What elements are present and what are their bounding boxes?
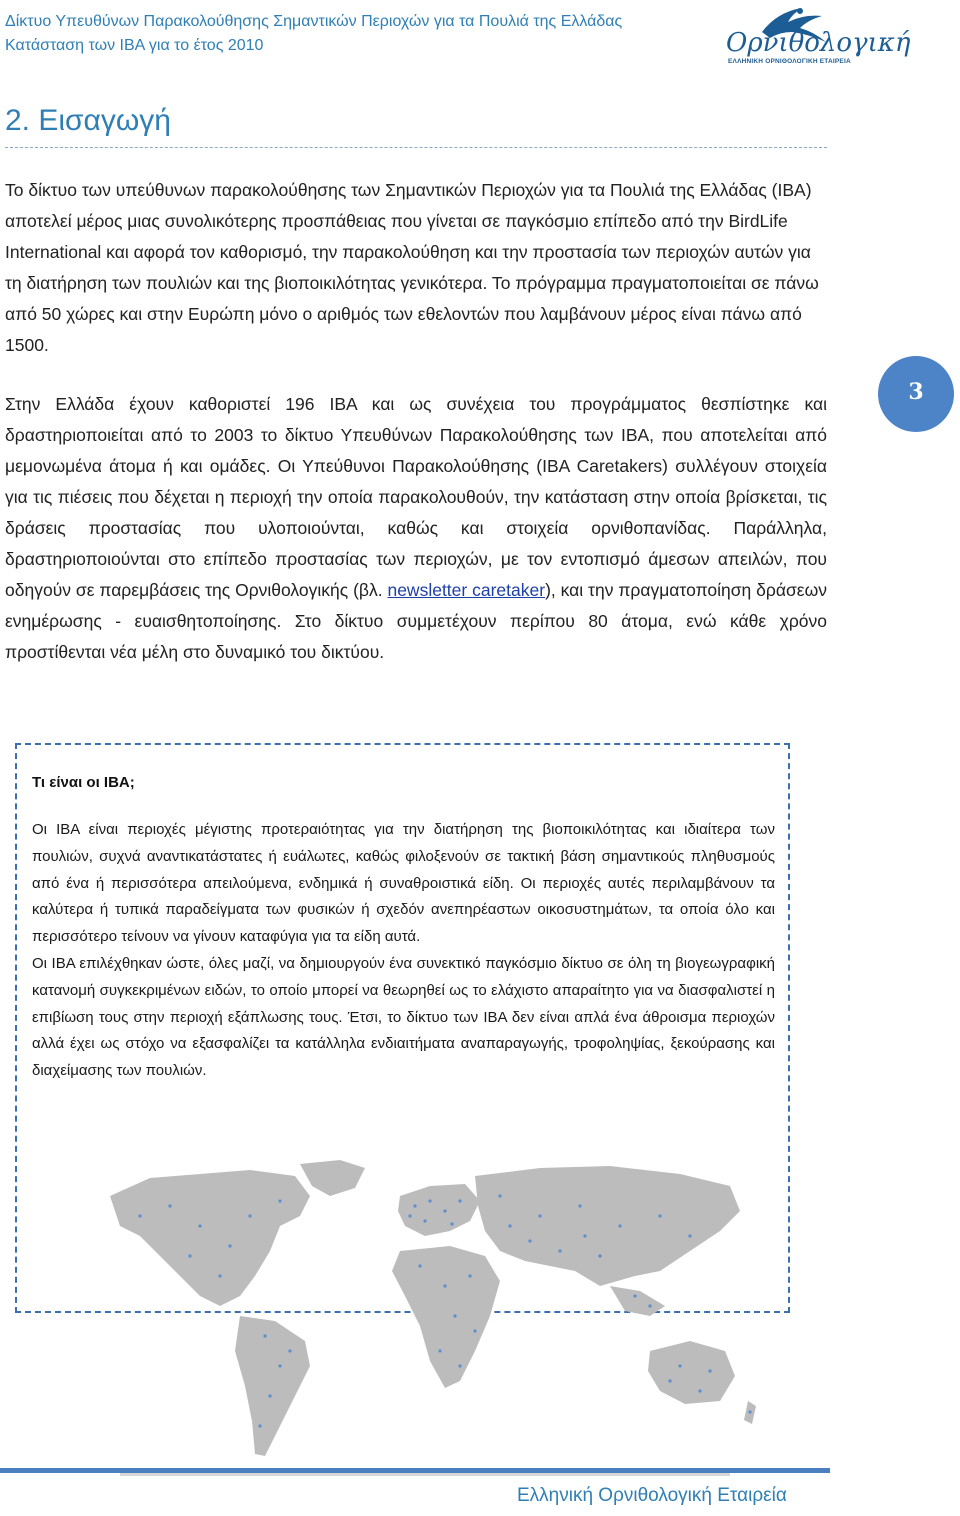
asia-landmass — [475, 1166, 740, 1286]
page-number-badge: 3 — [878, 356, 954, 432]
newsletter-caretaker-link[interactable]: newsletter caretaker — [387, 580, 546, 600]
hos-logo — [722, 2, 911, 68]
caretakers-paragraph — [5, 389, 827, 668]
paragraph-text-start: Στην Ελλάδα έχουν καθοριστεί 196 ΙΒΑ και ως συνέχεια του προγράμματος θεσπίστηκε και δραστηριοποιείται από το 2003 το δίκτυο Υπευθύνων Παρακολούθησης των ΙΒΑ, που αποτελείται από μεμονωμένα άτομα ή και ομάδες. Οι Υπεύθυνοι Παρακολούθησης (ΙΒΑ Caretakers) συλλέγουν στοιχεία για τις πιέσεις που δέχεται η περιοχή την οποία παρακολουθούν, την κατάσταση στην οποία βρίσκεται, τις δράσεις προστασίας που υλοποιούνται, καθώς και στοιχεία ορνιθοπανίδας. Παράλληλα, δραστηριοποιούνται στο επίπεδο προστασίας των περιοχών, με τον εντοπισμό άμεσων απειλών, που οδηγούν σε παρεμβάσεις της Ορνιθολογικής (βλ. — [5, 394, 827, 600]
southeast-asia-landmass — [610, 1286, 665, 1316]
box-paragraph: Οι ΙΒΑ επιλέχθηκαν ώστε, όλες μαζί, να δημιουργούν ένα συνεκτικό παγκόσμιο δίκτυο σε όλη τη βιογεωγραφική κατανομή συγκεκριμένων ειδών, το οποίο μπορεί να θεωρηθεί ως το ελάχιστο απαραίτητο για να διασφαλιστεί η επιβίωση τους στην περιοχή εξάπλωσης τους. Έτσι, το δίκτυο των ΙΒΑ δεν είναι απλά ένα άθροισμα περιοχών αλλά έχει ως στόχο να εξασφαλίζει τα κατάλληλα ενδιαιτήματα αναπαραγωγής, τροφοληψίας, ξεκούρασης και διαχείμασης των πουλιών. — [32, 954, 775, 1080]
world-map-iba-sites-icon — [80, 1156, 770, 1476]
footer-rule — [0, 1468, 830, 1473]
logo-subtitle: ΕΛΛΗΝΙΚΗ ΟΡΝΙΘΟΛΟΓΙΚΗ ΕΤΑΙΡΕΙΑ — [728, 58, 851, 65]
running-header — [5, 10, 705, 58]
header-subtitle: Κατάσταση των ΙΒΑ για το έτος 2010 — [5, 37, 264, 54]
footer-organization: Ελληνική Ορνιθολογική Εταιρεία — [517, 1485, 787, 1506]
intro-paragraph: Το δίκτυο των υπεύθυνων παρακολούθησης των Σημαντικών Περιοχών για τα Πουλιά της Ελλάδας (ΙΒΑ) αποτελεί μέρος μιας συνολικότερης προσπάθειας που γίνεται σε παγκόσμιο επίπεδο από την BirdLife International και αφορά τον καθορισμό, την παρακολούθηση και την προστασία των περιοχών αυτών για τη διατήρηση των πουλιών και της βιοποικιλότητας γενικότερα. Το πρόγραμμα πραγματοποιείται σε πάνω από 50 χώρες και στην Ευρώπη μόνο ο αριθμός των εθελοντών που λαμβάνουν μέρος είναι πάνω από 1500. — [5, 180, 819, 355]
box-body — [32, 817, 775, 1085]
header-title: Δίκτυο Υπευθύνων Παρακολούθησης Σημαντικών Περιοχών για τα Πουλιά της Ελλάδας — [5, 13, 623, 30]
box-title: Τι είναι οι ΙΒΑ; — [32, 774, 135, 791]
section-title: 2. Εισαγωγή — [5, 104, 171, 137]
paragraph-text-end: ), και την πραγματοποίηση δράσεων ενημέρωσης - ευαισθητοποίησης. Στο δίκτυο συμμετέχουν περίπου 80 άτομα, ενώ κάθε χρόνο προστίθενται νέα μέλη στο δυναμικό του δικτύου. — [5, 580, 827, 662]
greenland-landmass — [300, 1160, 365, 1196]
box-paragraph: Οι ΙΒΑ είναι περιοχές μέγιστης προτεραιότητας για την διατήρηση της βιοποικιλότητας και ιδιαίτερα των πουλιών, συχνά αναντικατάστατες ή ευάλωτες, καθώς φιλοξενούν σε τακτική βάση σημαντικούς πληθυσμούς από ένα ή περισσότερα απειλούμενα, ενδημικά ή συναθροιστικά είδη. Οι περιοχές αυτές περιλαμβάνουν τα καλύτερα ή τυπικά παραδείγματα των φυσικών ή σχεδόν ανεπηρέαστων οικοσυστημάτων, τα οποία όλο και περισσότερο τείνουν να γίνουν καταφύγια για τα είδη αυτά. — [32, 821, 775, 946]
title-divider — [5, 147, 827, 148]
logo-wordmark: Ορνιθολογική — [726, 28, 911, 58]
europe-landmass — [398, 1184, 480, 1236]
australia-landmass — [648, 1341, 735, 1404]
north-america-landmass — [110, 1170, 310, 1306]
south-america-landmass — [235, 1316, 310, 1456]
africa-landmass — [392, 1246, 500, 1388]
